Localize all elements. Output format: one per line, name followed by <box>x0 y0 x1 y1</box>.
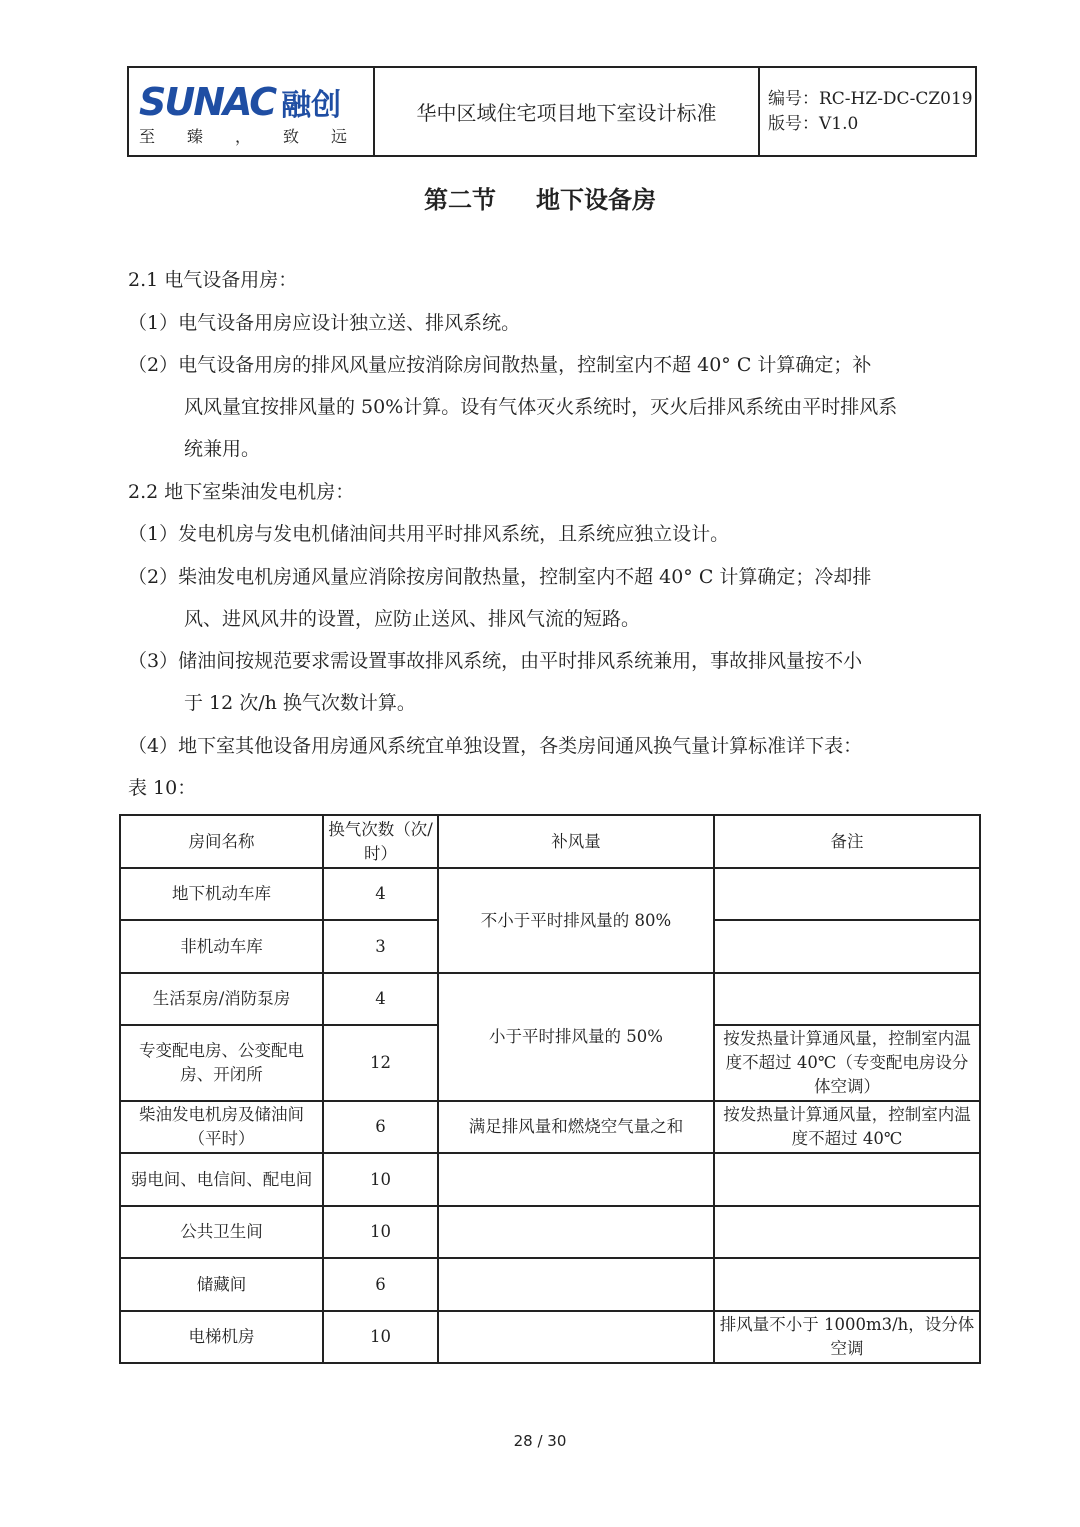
paragraph-line: （4）地下室其他设备用房通风系统宜单独设置，各类房间通风换气量计算标准详下表： <box>128 735 863 757</box>
heading-2-1: 2.1 电气设备用房： <box>128 269 298 291</box>
paragraph-line: （2）电气设备用房的排风风量应按消除房间散热量，控制室内不超 40° C 计算确定；补 <box>128 354 872 376</box>
makeup-air <box>438 1206 714 1258</box>
document-code: 编号：RC-HZ-DC-CZ019 <box>768 88 973 109</box>
ventilation-table <box>119 814 981 1364</box>
makeup-air: 满足排风量和燃烧空气量之和 <box>438 1101 714 1153</box>
page-number: 28 / 30 <box>513 1432 567 1450</box>
makeup-air: 不小于平时排风量的 80% <box>438 868 714 973</box>
room-name: 生活泵房/消防泵房 <box>120 973 323 1025</box>
logo-tagline-char: 臻 <box>186 127 203 146</box>
paragraph-line: （2）柴油发电机房通风量应消除按房间散热量，控制室内不超 40° C 计算确定；冷却排 <box>128 566 872 588</box>
notes-cell <box>714 973 980 1025</box>
logo-tagline-char: 至 <box>139 127 156 146</box>
makeup-air <box>438 1311 714 1363</box>
notes-cell <box>714 1258 980 1311</box>
air-change-rate: 6 <box>323 1258 438 1311</box>
makeup-air <box>438 1153 714 1206</box>
table-row <box>120 973 980 1025</box>
room-name: 储藏间 <box>120 1258 323 1311</box>
header-air-change-rate: 换气次数（次/时） <box>323 815 438 868</box>
logo-tagline <box>139 124 347 147</box>
notes-cell <box>714 920 980 973</box>
section-title <box>0 180 1080 215</box>
header-notes: 备注 <box>714 815 980 868</box>
company-logo <box>129 68 375 155</box>
logo-tagline-char: ， <box>234 127 251 146</box>
paragraph-line: 统兼用。 <box>184 438 261 460</box>
logo-mark <box>139 82 341 122</box>
header-makeup-air: 补风量 <box>438 815 714 868</box>
room-name: 电梯机房 <box>120 1311 323 1363</box>
air-change-rate: 3 <box>323 920 438 973</box>
paragraph-line: （3）储油间按规范要求需设置事故排风系统，由平时排风系统兼用，事故排风量按不小 <box>128 650 863 672</box>
notes-cell: 按发热量计算通风量，控制室内温度不超过 40℃ <box>714 1101 980 1153</box>
notes-cell: 排风量不小于 1000m3/h，设分体空调 <box>714 1311 980 1363</box>
table-caption: 表 10： <box>128 777 197 799</box>
room-name: 非机动车库 <box>120 920 323 973</box>
table-row <box>120 1206 980 1258</box>
air-change-rate: 4 <box>323 868 438 920</box>
table-row <box>120 1258 980 1311</box>
air-change-rate: 6 <box>323 1101 438 1153</box>
table-row <box>120 1101 980 1153</box>
room-name: 柴油发电机房及储油间（平时） <box>120 1101 323 1153</box>
logo-text-en: SUNAC <box>139 80 276 124</box>
logo-tagline-char: 远 <box>330 127 347 146</box>
air-change-rate: 10 <box>323 1153 438 1206</box>
section-number: 第二节 <box>424 186 496 214</box>
document-version: 版号：V1.0 <box>768 113 859 134</box>
paragraph-line: （1）电气设备用房应设计独立送、排风系统。 <box>128 312 521 334</box>
room-name: 弱电间、电信间、配电间 <box>120 1153 323 1206</box>
room-name: 公共卫生间 <box>120 1206 323 1258</box>
logo-tagline-char: 致 <box>282 127 299 146</box>
table-row <box>120 1153 980 1206</box>
heading-2-2: 2.2 地下室柴油发电机房： <box>128 481 355 503</box>
air-change-rate: 12 <box>323 1025 438 1101</box>
room-name: 专变配电房、公变配电房、开闭所 <box>120 1025 323 1101</box>
table-row <box>120 868 980 920</box>
notes-cell <box>714 868 980 920</box>
notes-cell <box>714 1153 980 1206</box>
room-name: 地下机动车库 <box>120 868 323 920</box>
header-room-name: 房间名称 <box>120 815 323 868</box>
paragraph-line: 风、进风风井的设置，应防止送风、排风气流的短路。 <box>184 608 641 630</box>
paragraph-line: （1）发电机房与发电机储油间共用平时排风系统，且系统应独立设计。 <box>128 523 730 545</box>
air-change-rate: 10 <box>323 1311 438 1363</box>
document-meta <box>760 68 975 155</box>
makeup-air <box>438 1258 714 1311</box>
table-row <box>120 1311 980 1363</box>
notes-cell: 按发热量计算通风量，控制室内温度不超过 40℃（专变配电房设分体空调） <box>714 1025 980 1101</box>
table-header-row <box>120 815 980 868</box>
document-header <box>127 66 977 157</box>
air-change-rate: 10 <box>323 1206 438 1258</box>
paragraph-line: 风风量宜按排风量的 50%计算。设有气体灭火系统时，灭火后排风系统由平时排风系 <box>184 396 898 418</box>
makeup-air: 小于平时排风量的 50% <box>438 973 714 1101</box>
paragraph-line: 于 12 次/h 换气次数计算。 <box>184 692 416 714</box>
document-title: 华中区域住宅项目地下室设计标准 <box>375 68 760 155</box>
logo-text-cn: 融创 <box>281 88 342 123</box>
notes-cell <box>714 1206 980 1258</box>
air-change-rate: 4 <box>323 973 438 1025</box>
section-name: 地下设备房 <box>536 186 656 214</box>
